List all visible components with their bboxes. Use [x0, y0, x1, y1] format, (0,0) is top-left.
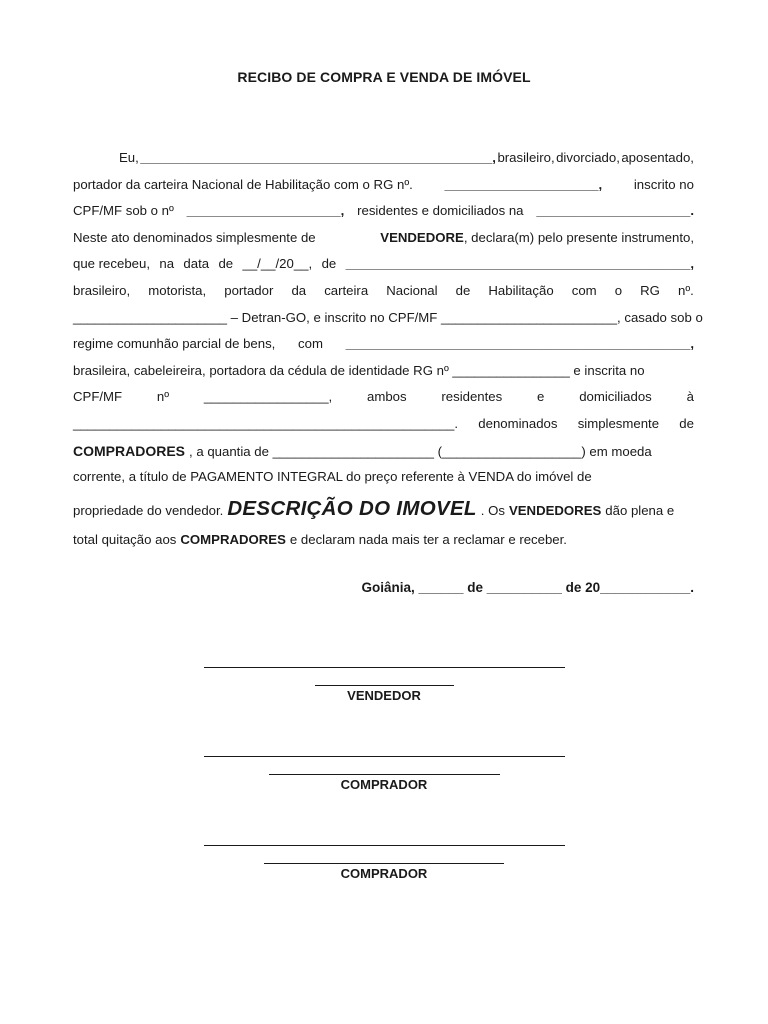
signature-underline-comprador-2 [264, 863, 504, 864]
date-blank: __/__/20__, [242, 256, 313, 272]
body-line-12: COMPRADORES , a quantia de ______________________ (___________________) em moeda [73, 442, 652, 459]
body-line-9: brasileira, cabeleireira, portadora da cédula de identidade RG nº ________________ e inscrita no [73, 362, 645, 378]
document-title: RECIBO DE COMPRA E VENDA DE IMÓVEL [237, 69, 531, 85]
body-line-6: brasileiro, motorista, portador da carteira Nacional de Habilitação com o RG nº. [73, 282, 694, 298]
body-line-14: propriedade do vendedor. DESCRIÇÃO DO IMOVEL . Os VENDEDORES dão plena e [73, 494, 694, 530]
vendedore-keyword: VENDEDORE [380, 229, 464, 245]
signature-underline-comprador-1 [269, 774, 500, 775]
seller-rg-blank: _____________________, [444, 176, 603, 192]
body-line-4: Neste ato denominados simplesmente de VENDEDORE, declara(m) pelo presente instrumento, [73, 229, 694, 245]
place-date-line: Goiânia, ______ de __________ de 20____________. [361, 580, 694, 595]
vendedores-keyword: VENDEDORES [508, 502, 602, 518]
seller-name-blank: ________________________________________________, [140, 150, 496, 165]
body-line-8: regime comunhão parcial de bens, com _______________________________________________, [73, 334, 694, 361]
body-line-5: que recebeu, na data de __/__/20__, de _______________________________________________, [73, 254, 694, 281]
signature-line-vendedor [204, 667, 565, 668]
seller-cpf-blank: _____________________, [186, 203, 345, 219]
signature-label-vendedor: VENDEDOR [347, 688, 421, 703]
seller-address-blank: _____________________. [536, 203, 694, 219]
buyer2-name-blank: _______________________________________________, [345, 336, 694, 352]
body-line-15: total quitação aos COMPRADORES e declaram nada mais ter a reclamar e receber. [73, 530, 694, 560]
signature-line-comprador-2 [204, 845, 565, 846]
body-line-13: corrente, a título de PAGAMENTO INTEGRAL do preço referente à VENDA do imóvel de [73, 469, 592, 485]
receipt-body [73, 148, 703, 560]
body-line-7: _____________________ – Detran-GO, e inscrito no CPF/MF ________________________, casado sob o [73, 309, 703, 325]
signature-underline-vendedor [315, 685, 454, 686]
property-description-placeholder: DESCRIÇÃO DO IMOVEL [227, 496, 477, 520]
body-line-10: CPF/MF nº _________________, ambos residentes e domiciliados à [73, 389, 694, 405]
body-line-3: CPF/MF sob o nº _____________________, residentes e domiciliados na _____________________. [73, 201, 694, 228]
compradores-keyword-2: COMPRADORES [180, 531, 286, 547]
body-line-1: Eu, ________________________________________________, brasileiro, divorciado, aposentado, [73, 148, 694, 175]
compradores-keyword: COMPRADORES [73, 442, 186, 459]
signature-label-comprador-1: COMPRADOR [340, 777, 428, 792]
buyer-name-blank: _______________________________________________, [345, 256, 694, 272]
signature-line-comprador-1 [204, 756, 565, 757]
body-line-11: ____________________________________________________. denominados simplesmente de [73, 415, 694, 431]
signature-label-comprador-2: COMPRADOR [340, 866, 428, 881]
body-line-2: portador da carteira Nacional de Habilitação com o RG nº. _____________________, inscrito no [73, 175, 694, 202]
